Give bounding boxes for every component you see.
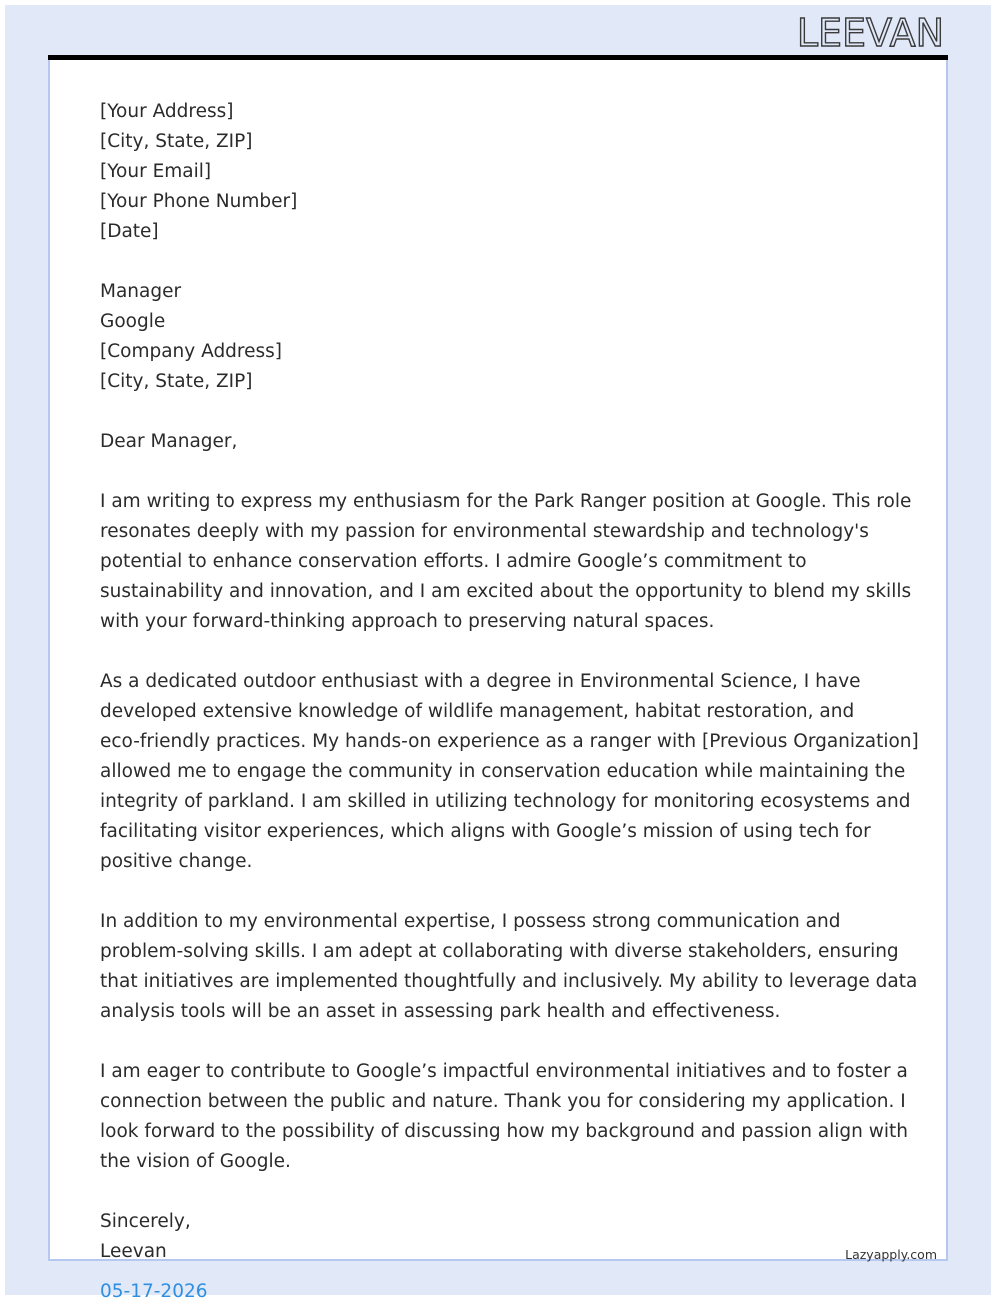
sender-address: [Your Address] [100, 101, 234, 122]
spacer [100, 1177, 900, 1207]
signature-name: Leevan [100, 1241, 167, 1262]
paragraph-line: look forward to the possibility of discussing how my background and passion align with [100, 1121, 909, 1142]
watermark-text: Lazyapply.com [845, 1247, 937, 1262]
spacer [100, 637, 900, 667]
salutation: Dear Manager, [100, 431, 238, 452]
cover-letter [100, 97, 919, 1307]
paragraph-line: As a dedicated outdoor enthusiast with a degree in Environmental Science, I have [100, 671, 861, 692]
paragraph-line: with your forward-thinking approach to preserving natural spaces. [100, 611, 715, 632]
sender-block [100, 97, 900, 247]
paragraph-line: eco-friendly practices. My hands-on experience as a ranger with [Previous Organization] [100, 731, 919, 752]
sender-city-state-zip: [City, State, ZIP] [100, 131, 253, 152]
body-paragraph-1 [100, 487, 912, 637]
spacer [100, 877, 900, 907]
body-paragraph-3 [100, 907, 918, 1027]
paragraph-line: developed extensive knowledge of wildlife management, habitat restoration, and [100, 701, 855, 722]
brand-logo: LEEVAN [796, 11, 944, 55]
closing-block [100, 1207, 900, 1307]
recipient-address: [Company Address] [100, 341, 283, 362]
paragraph-line: In addition to my environmental expertise, I possess strong communication and [100, 911, 841, 932]
body-paragraph-4 [100, 1057, 909, 1177]
recipient-company: Google [100, 311, 166, 332]
sender-email: [Your Email] [100, 161, 212, 182]
paragraph-line: facilitating visitor experiences, which aligns with Google’s mission of using tech for [100, 821, 871, 842]
paragraph-line: allowed me to engage the community in conservation education while maintaining the [100, 761, 906, 782]
spacer [100, 1267, 900, 1277]
paragraph-line: potential to enhance conservation efforts. I admire Google’s commitment to [100, 551, 807, 572]
spacer [100, 1027, 900, 1057]
closing-date: 05-17-2026 [100, 1281, 208, 1302]
paragraph-line: that initiatives are implemented thoughtfully and inclusively. My ability to leverage data [100, 971, 918, 992]
sign-off: Sincerely, [100, 1211, 191, 1232]
sender-phone: [Your Phone Number] [100, 191, 298, 212]
paragraph-line: positive change. [100, 851, 253, 872]
paragraph-line: I am writing to express my enthusiasm for the Park Ranger position at Google. This role [100, 491, 912, 512]
paragraph-line: resonates deeply with my passion for environmental stewardship and technology's [100, 521, 869, 542]
recipient-title: Manager [100, 281, 182, 302]
paragraph-line: integrity of parkland. I am skilled in utilizing technology for monitoring ecosystems and [100, 791, 911, 812]
paragraph-line: sustainability and innovation, and I am excited about the opportunity to blend my skills [100, 581, 912, 602]
recipient-city-state-zip: [City, State, ZIP] [100, 371, 253, 392]
spacer [100, 397, 900, 427]
spacer [100, 247, 900, 277]
paragraph-line: the vision of Google. [100, 1151, 291, 1172]
body-paragraph-2 [100, 667, 919, 877]
paragraph-line: analysis tools will be an asset in assessing park health and effectiveness. [100, 1001, 781, 1022]
paragraph-line: I am eager to contribute to Google’s impactful environmental initiatives and to foster a [100, 1061, 908, 1082]
sender-date: [Date] [100, 221, 159, 242]
paragraph-line: problem-solving skills. I am adept at collaborating with diverse stakeholders, ensuring [100, 941, 899, 962]
recipient-block [100, 277, 900, 397]
paragraph-line: connection between the public and nature. Thank you for considering my application. I [100, 1091, 906, 1112]
spacer [100, 457, 900, 487]
